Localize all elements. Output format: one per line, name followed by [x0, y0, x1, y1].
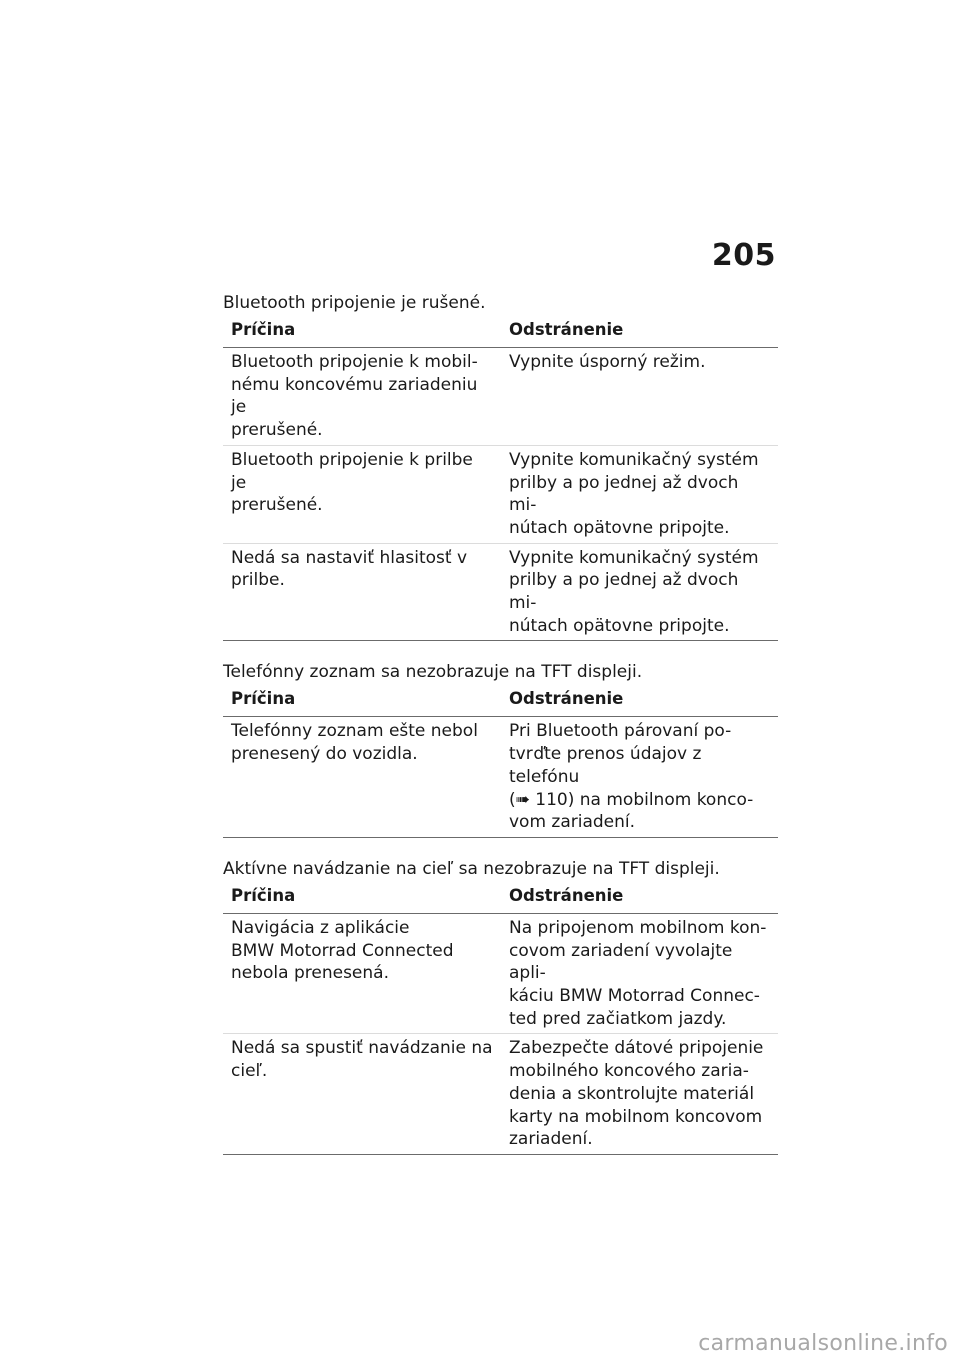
header-cause: Príčina	[223, 316, 501, 348]
cause-cell: Nedá sa spustiť navádzanie na cieľ.	[223, 1034, 501, 1155]
header-remedy: Odstránenie	[501, 685, 778, 717]
watermark: carmanualsonline.info	[698, 1331, 948, 1356]
table-row	[223, 445, 778, 543]
remedy-cell: Vypnite úsporný režim.	[501, 348, 778, 446]
troubleshoot-section	[223, 858, 778, 1155]
header-cause: Príčina	[223, 882, 501, 914]
table-row	[223, 348, 778, 446]
troubleshoot-table	[223, 685, 778, 838]
table-header-row	[223, 316, 778, 348]
cause-cell: Telefónny zoznam ešte nebol prenesený do vozidla.	[223, 717, 501, 838]
troubleshoot-table	[223, 882, 778, 1155]
remedy-cell: Vypnite komunikačný systém prilby a po jednej až dvoch mi- nútach opätovne pripojte.	[501, 543, 778, 641]
remedy-cell: Vypnite komunikačný systém prilby a po jednej až dvoch mi- nútach opätovne pripojte.	[501, 445, 778, 543]
section-title: Aktívne navádzanie na cieľ sa nezobrazuje na TFT displeji.	[223, 858, 720, 879]
cause-cell: Navigácia z aplikácie BMW Motorrad Connected nebola prenesená.	[223, 913, 501, 1034]
remedy-cell: Pri Bluetooth párovaní po- tvrďte prenos údajov z telefónu (➠ 110) na mobilnom konco- vom zariadení.	[501, 717, 778, 838]
table-row	[223, 913, 778, 1034]
cause-cell: Bluetooth pripojenie k prilbe je prerušené.	[223, 445, 501, 543]
cause-cell: Nedá sa nastaviť hlasitosť v prilbe.	[223, 543, 501, 641]
troubleshoot-section	[223, 292, 778, 641]
remedy-cell: Na pripojenom mobilnom kon- covom zariadení vyvolajte apli- káciu BMW Motorrad Connec- ted pred začiatkom jazdy.	[501, 913, 778, 1034]
section-title: Telefónny zoznam sa nezobrazuje na TFT displeji.	[223, 662, 643, 683]
table-row	[223, 717, 778, 838]
table-header-row	[223, 882, 778, 914]
page-number: 205	[711, 238, 776, 273]
cause-cell: Bluetooth pripojenie k mobil- nému koncovému zariadeniu je prerušené.	[223, 348, 501, 446]
header-remedy: Odstránenie	[501, 316, 778, 348]
header-cause: Príčina	[223, 685, 501, 717]
troubleshoot-section	[223, 661, 778, 838]
remedy-cell: Zabezpečte dátové pripojenie mobilného koncového zaria- denia a skontrolujte materiál karty na mobilnom koncovom zariadení.	[501, 1034, 778, 1155]
page-content	[223, 292, 778, 1175]
section-title: Bluetooth pripojenie je rušené.	[223, 293, 486, 313]
table-row	[223, 543, 778, 641]
table-row	[223, 1034, 778, 1155]
troubleshoot-table	[223, 316, 778, 641]
header-remedy: Odstránenie	[501, 882, 778, 914]
table-header-row	[223, 685, 778, 717]
